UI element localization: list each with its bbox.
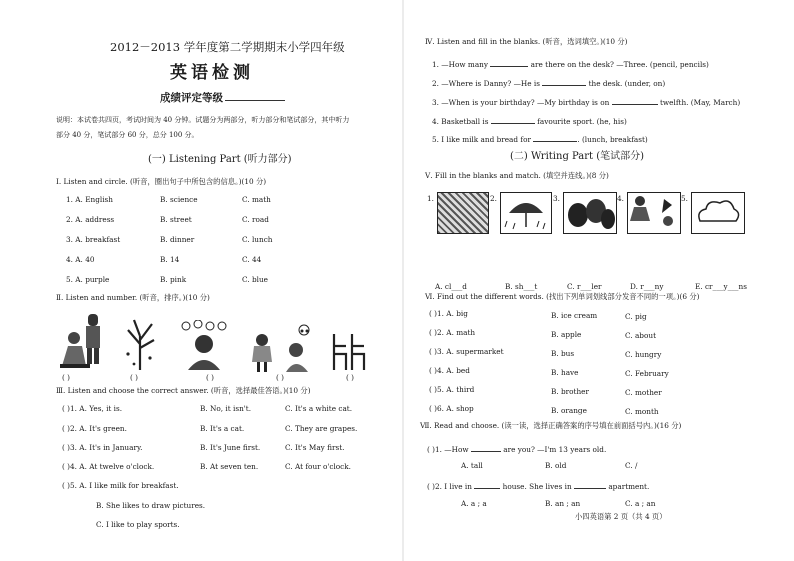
q6-row-3-c: C. hungry [625, 350, 662, 359]
thinking-boy-illustration [178, 320, 232, 370]
q3-row-1-c: C. It's a white cat. [285, 404, 353, 413]
pic-number-5: 5. [681, 194, 688, 203]
q3-heading: Ⅲ. Listen and choose the correct answer. (听音，选择最佳答语。)(10 分) [56, 386, 311, 395]
q2-bracket-4[interactable]: ( ) [276, 373, 285, 382]
q6-row-3-b: B. bus [551, 349, 575, 358]
instructions-line-1: 说明：本试卷共四页，考试时间为 40 分钟。试题分为两部分，听力部分和笔试部分，其中听力 [56, 116, 350, 124]
q1-row-5-a: 5. A. purple [66, 275, 110, 284]
q6-heading: Ⅵ. Find out the different words. (找出下列单词划线部分发音不同的一项。)(6 分) [425, 292, 700, 301]
part1-heading: (一) Listening Part (听力部分) [148, 154, 292, 165]
q6-row-2-a: ( )2. A. math [429, 328, 476, 337]
q4-blank-4[interactable] [491, 115, 535, 124]
q6-row-5-a: ( )5. A. third [429, 385, 475, 394]
q7-blank-1[interactable] [471, 443, 501, 452]
q6-row-5-b: B. brother [551, 387, 589, 396]
crayons-picture [563, 192, 617, 234]
q1-row-5-b: B. pink [160, 275, 187, 284]
q7-item-2: ( )2. I live in house. She lives in apartment. [427, 482, 650, 491]
family-illustration [58, 308, 118, 370]
q6-row-6-a: ( )6. A. shop [429, 404, 474, 413]
q6-row-2-c: C. about [625, 331, 657, 340]
pic-number-1: 1. [427, 194, 434, 203]
q1-row-5-c: C. blue [242, 275, 268, 284]
q3-row-5-c: C. I like to play sports. [96, 520, 180, 529]
q3-row-1-b: B. No, it isn't. [200, 404, 252, 413]
q2-heading: Ⅱ. Listen and number. (听音，排序。)(10 分) [56, 293, 210, 302]
q7-blank-2a[interactable] [474, 480, 500, 489]
q5-word-c: C. r___ler [567, 282, 602, 291]
chairs-illustration [330, 330, 368, 372]
q7-item-1: ( )1. —How are you? —I'm 13 years old. [427, 445, 607, 454]
pic-number-3: 3. [553, 194, 560, 203]
q1-row-2-a: 2. A. address [66, 215, 115, 224]
q3-row-2-a: ( )2. A. It's green. [62, 424, 127, 433]
q3-row-4-b: B. At seven ten. [200, 462, 259, 471]
q1-row-1-a: 1. A. English [66, 195, 113, 204]
rainy-picture [500, 192, 552, 234]
girl-illustration [248, 332, 276, 372]
q4-blank-3[interactable] [612, 96, 658, 105]
exam-subject: 英语检测 [170, 63, 254, 83]
q1-row-4-c: C. 44 [242, 255, 262, 264]
q3-row-3-b: B. It's June first. [200, 443, 261, 452]
q7-blank-2b[interactable] [574, 480, 606, 489]
q5-word-a: A. cl___d [435, 282, 467, 291]
q1-row-1-b: B. science [160, 195, 198, 204]
q3-row-3-c: C. It's May first. [285, 443, 345, 452]
q3-row-2-b: B. It's a cat. [200, 424, 245, 433]
q5-word-b: B. sh___t [505, 282, 538, 291]
pic-number-4: 4. [617, 194, 624, 203]
q3-row-4-a: ( )4. A. At twelve o'clock. [62, 462, 155, 471]
q1-row-4-a: 4. A. 40 [66, 255, 95, 264]
q5-word-e: E. cr___y___ns [695, 282, 747, 291]
autumn-tree-illustration [120, 314, 160, 370]
q3-row-1-a: ( )1. A. Yes, it is. [62, 404, 123, 413]
q1-heading: Ⅰ. Listen and circle. (听音，圈出句子中所包含的信息。)(10 分) [56, 177, 267, 186]
instructions-line-2: 部分 40 分，笔试部分 60 分，总分 100 分。 [56, 131, 199, 139]
q7-item-2-option-c: C. a ; an [625, 499, 656, 508]
q3-row-4-c: C. At four o'clock. [285, 462, 351, 471]
girl-skirt-picture [627, 192, 681, 234]
q2-bracket-2[interactable]: ( ) [130, 373, 139, 382]
ruler-picture [437, 192, 489, 234]
q1-row-2-b: B. street [160, 215, 192, 224]
q4-blank-1[interactable] [490, 58, 528, 67]
q7-item-1-option-c: C. / [625, 461, 638, 470]
q4-blank-5[interactable] [533, 133, 577, 142]
q7-item-2-option-a: A. a ; a [461, 499, 487, 508]
q6-row-4-c: C. February [625, 369, 669, 378]
q4-heading: Ⅳ. Listen and fill in the blanks. (听音，选词填空。)(10 分) [425, 37, 628, 46]
right-page [405, 0, 794, 561]
q3-row-5-a: ( )5. A. I like milk for breakfast. [62, 481, 179, 490]
q4-item-5: 5. I like milk and bread for . (lunch, breakfast) [432, 135, 648, 144]
q6-row-6-c: C. month [625, 407, 659, 416]
q6-row-3-a: ( )3. A. supermarket [429, 347, 504, 356]
q4-blank-2[interactable] [542, 77, 586, 86]
q3-row-5-b: B. She likes to draw pictures. [96, 501, 206, 510]
q6-row-1-c: C. pig [625, 312, 647, 321]
q6-row-1-b: B. ice cream [551, 311, 598, 320]
girl-icon [628, 193, 680, 233]
q6-row-2-b: B. apple [551, 330, 582, 339]
q3-row-3-a: ( )3. A. It's in January. [62, 443, 143, 452]
q7-item-1-option-a: A. tall [461, 461, 483, 470]
cycling-kid-illustration [282, 322, 316, 372]
q4-item-4: 4. Basketball is favourite sport. (he, his) [432, 117, 627, 126]
q6-row-4-b: B. have [551, 368, 579, 377]
grade-blank [225, 92, 285, 101]
q6-row-5-c: C. mother [625, 388, 662, 397]
q7-heading: Ⅶ. Read and choose. (读一读，选择正确答案的序号填在前面括号内。)(16 分) [420, 421, 682, 430]
q5-heading: Ⅴ. Fill in the blanks and match. (填空并连线。)(8 分) [425, 171, 609, 180]
q6-row-4-a: ( )4. A. bed [429, 366, 470, 375]
q1-row-3-c: C. lunch [242, 235, 273, 244]
umbrella-icon [501, 193, 551, 233]
q2-bracket-5[interactable]: ( ) [346, 373, 355, 382]
q3-row-2-c: C. They are grapes. [285, 424, 358, 433]
exam-title: 2012－2013 学年度第二学期期末小学四年级 [110, 40, 345, 54]
cloud-icon [692, 193, 744, 233]
part2-heading: (二) Writing Part (笔试部分) [510, 151, 645, 162]
grade-label: 成绩评定等级 [160, 92, 285, 104]
q1-row-4-b: B. 14 [160, 255, 180, 264]
page-footer: 小四英语第 2 页（共 4 页） [575, 512, 667, 521]
q1-row-1-c: C. math [242, 195, 271, 204]
q1-row-3-a: 3. A. breakfast [66, 235, 121, 244]
q4-item-3: 3. —When is your birthday? —My birthday is on twelfth. (May, March) [432, 98, 741, 107]
q6-row-6-b: B. orange [551, 406, 587, 415]
q1-row-2-c: C. road [242, 215, 269, 224]
pic-number-2: 2. [490, 194, 497, 203]
q4-item-2: 2. —Where is Danny? —He is the desk. (under, on) [432, 79, 666, 88]
q6-row-1-a: ( )1. A. big [429, 309, 468, 318]
q7-item-2-option-b: B. an ; an [545, 499, 581, 508]
q4-item-1: 1. —How many are there on the desk? —Three. (pencil, pencils) [432, 60, 709, 69]
crayons-icon [564, 193, 616, 233]
cloud-picture [691, 192, 745, 234]
q5-word-d: D. r___ny [630, 282, 664, 291]
q2-bracket-1[interactable]: ( ) [62, 373, 71, 382]
q2-bracket-3[interactable]: ( ) [206, 373, 215, 382]
q1-row-3-b: B. dinner [160, 235, 195, 244]
q7-item-1-option-b: B. old [545, 461, 567, 470]
